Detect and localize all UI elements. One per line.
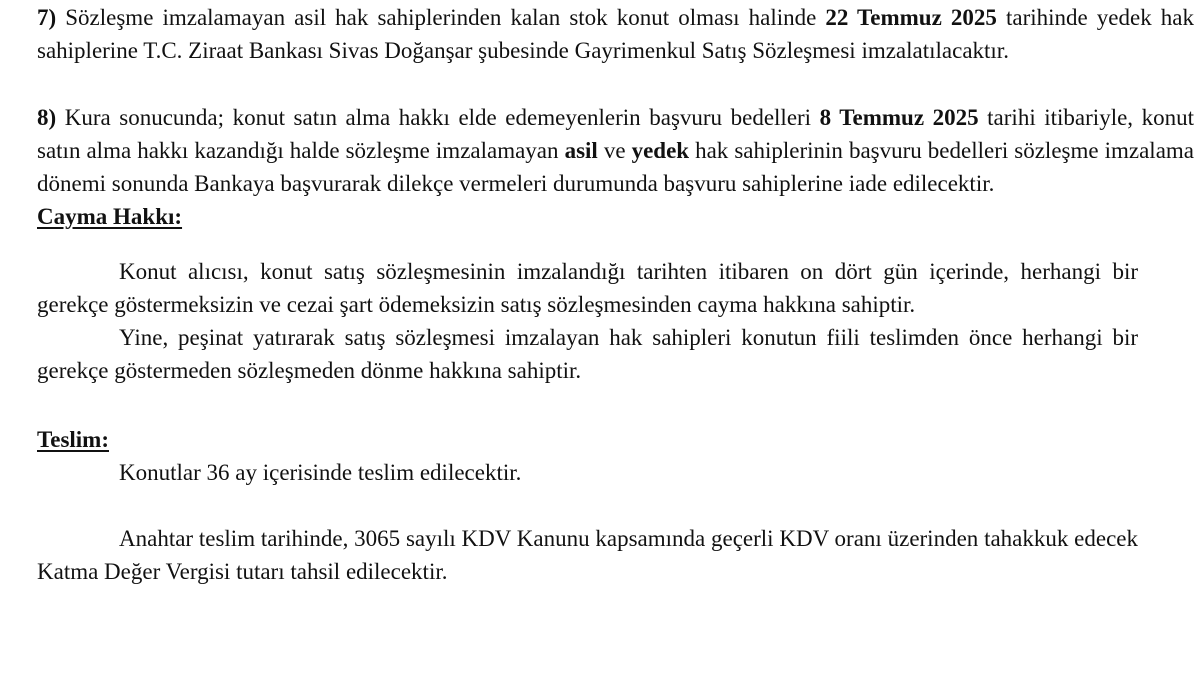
item-8-paragraph	[37, 101, 1194, 200]
cayma-paragraph-2: Yine, peşinat yatırarak satış sözleşmesi imzalayan hak sahipleri konutun fiili teslimden önce herhangi bir gerekçe göstermeden sözleşmeden dönme hakkına sahiptir.	[37, 325, 1138, 383]
item-7-number: 7)	[37, 5, 57, 30]
item-8-text-b: tarihi itibariyle, konut satın alma hakkı kazandığı halde sözleşme imzalamayan	[37, 105, 1194, 163]
item-8-number: 8)	[37, 105, 57, 130]
teslim-line: Konutlar 36 ay içerisinde teslim edilecektir.	[119, 460, 522, 485]
item-8-text-d: hak sahiplerinin başvuru bedelleri sözleşme imzalama dönemi sonunda Bankaya başvurarak dilekçe vermeleri durumunda başvuru sahiplerine iade edilecektir.	[37, 138, 1194, 196]
cayma-section	[37, 255, 1194, 387]
item-8-date: 8 Temmuz 2025	[819, 105, 979, 130]
kdv-paragraph: Anahtar teslim tarihinde, 3065 sayılı KDV Kanunu kapsamında geçerli KDV oranı üzerinden tahakkuk edecek Katma Değer Vergisi tutarı tahsil edilecektir.	[37, 526, 1138, 584]
item-8-yedek: yedek	[631, 138, 690, 163]
item-7-date: 22 Temmuz 2025	[825, 5, 997, 30]
cayma-paragraph-1: Konut alıcısı, konut satış sözleşmesinin imzalandığı tarihten itibaren on dört gün içerinde, herhangi bir gerekçe göstermeksizin ve cezai şart ödemeksizin satış sözleşmesinden cayma hakkına sahiptir.	[37, 259, 1138, 317]
item-8-asil: asil	[564, 138, 598, 163]
item-8-text-a: Kura sonucunda; konut satın alma hakkı elde edemeyenlerin başvuru bedelleri	[56, 105, 820, 130]
item-7-paragraph	[37, 0, 1194, 67]
cayma-heading: Cayma Hakkı:	[37, 204, 183, 229]
item-8-text-c: ve	[597, 138, 632, 163]
item-7-text-b: tarihinde yedek hak sahiplerine T.C. Ziraat Bankası Sivas Doğanşar şubesinde Gayrimenkul Satış Sözleşmesi imzalatılacaktır.	[37, 5, 1194, 63]
teslim-heading: Teslim:	[37, 427, 109, 452]
item-7-text-a: Sözleşme imzalamayan asil hak sahiplerinden kalan stok konut olması halinde	[56, 5, 826, 30]
